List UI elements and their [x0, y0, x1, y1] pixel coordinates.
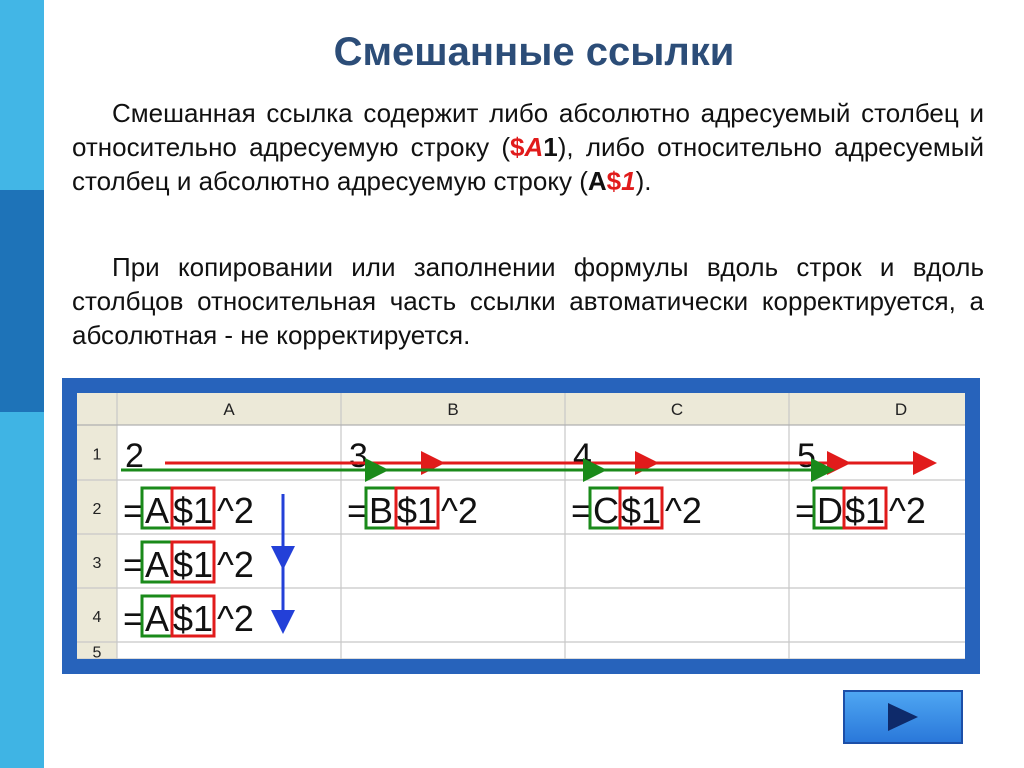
- cell-row1-value: 5: [797, 437, 816, 475]
- formula-power: ^2: [217, 598, 254, 639]
- column-header-bar: [77, 393, 965, 425]
- row-header-3: 3: [92, 555, 102, 572]
- row-header-4: 4: [92, 609, 102, 626]
- paragraph-mixed-reference-definition: [72, 96, 984, 198]
- column-header-d: D: [894, 400, 908, 419]
- formula-absolute-row: $1: [397, 490, 438, 531]
- column-header-b: B: [447, 400, 459, 419]
- side-strip-top: [0, 0, 44, 190]
- formula-equals: =: [795, 490, 817, 531]
- row-header-1: 1: [92, 446, 102, 464]
- ref2-column: A: [587, 166, 607, 196]
- row-header-2: 2: [92, 501, 102, 518]
- spreadsheet-grid: [77, 393, 965, 659]
- ref2-row: 1: [621, 166, 636, 196]
- formula-equals: =: [123, 598, 145, 639]
- formula-column-letter: B: [369, 490, 394, 531]
- ref1-dollar: $: [510, 132, 525, 162]
- formula-equals: =: [123, 490, 145, 531]
- side-strip-bottom: [0, 412, 44, 768]
- paragraph1-text-3: ).: [635, 166, 652, 196]
- paragraph1-text-1: Смешанная ссылка содержит либо абсолютно адресуемый столбец и относительно адресуемую строку (: [72, 98, 984, 162]
- paragraph1-text-2: ), либо относительно адресуемый столбец и абсолютно адресуемую строку (: [72, 132, 984, 196]
- formula-column-letter: A: [145, 544, 170, 585]
- paragraph-copy-behavior: [72, 250, 984, 352]
- column-header-a: A: [223, 400, 235, 419]
- page-title: Смешанные ссылки: [333, 30, 735, 74]
- ref1-row: 1: [543, 132, 558, 162]
- play-arrow-icon: [888, 703, 918, 731]
- formula-power: ^2: [217, 544, 254, 585]
- next-slide-button[interactable]: [843, 690, 963, 744]
- paragraph2-text: При копировании или заполнении формулы вдоль строк и вдоль столбцов относительная часть ссылки автоматически корректируется, а абсолютная - не корректируется.: [72, 252, 984, 350]
- formula-absolute-row: $1: [173, 544, 214, 585]
- formula-power: ^2: [889, 490, 926, 531]
- formula-column-letter: D: [817, 490, 843, 531]
- formula-power: ^2: [665, 490, 702, 531]
- formula-column-letter: A: [145, 598, 170, 639]
- formula-absolute-row: $1: [173, 598, 214, 639]
- spreadsheet-frame: [62, 378, 980, 674]
- cell-row1-value: 4: [573, 437, 592, 475]
- reference-absolute-row: [588, 166, 636, 196]
- formula-equals: =: [347, 490, 369, 531]
- formula-absolute-row: $1: [845, 490, 886, 531]
- formula-power: ^2: [217, 490, 254, 531]
- formula-equals: =: [571, 490, 593, 531]
- ref1-column: A: [524, 132, 544, 162]
- formula-absolute-row: $1: [621, 490, 662, 531]
- side-strip-middle: [0, 190, 44, 412]
- column-header-c: C: [670, 400, 684, 419]
- cell-row1-value: 2: [125, 437, 144, 475]
- ref2-dollar: $: [606, 166, 622, 196]
- formula-absolute-row: $1: [173, 490, 214, 531]
- formula-column-letter: C: [593, 490, 619, 531]
- reference-absolute-column: [510, 132, 558, 162]
- row-header-5: 5: [92, 644, 102, 659]
- spreadsheet: [77, 393, 965, 659]
- cell-row1-value: 3: [349, 437, 368, 475]
- formula-power: ^2: [441, 490, 478, 531]
- formula-equals: =: [123, 544, 145, 585]
- formula-column-letter: A: [145, 490, 170, 531]
